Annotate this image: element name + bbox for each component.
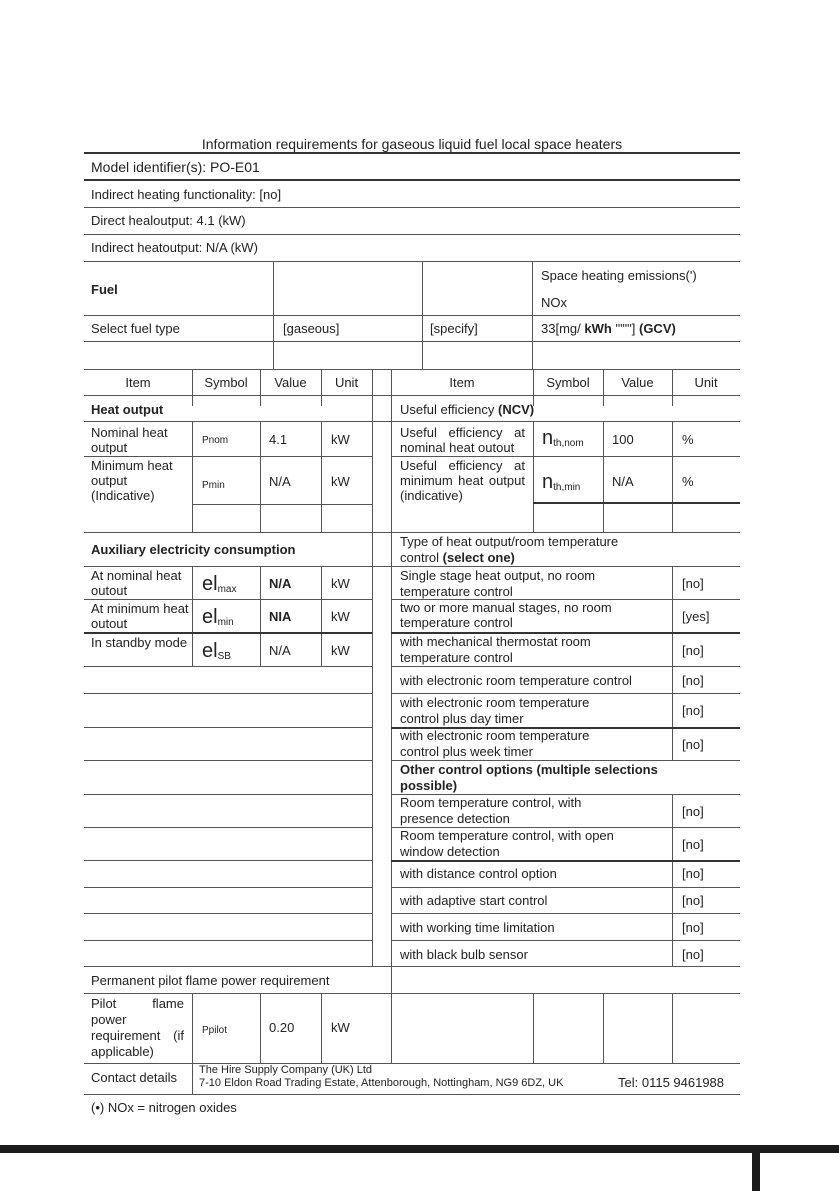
indirect-heating-functionality: Indirect heating functionality: [no]	[91, 187, 282, 202]
elmax-unit: kW	[331, 576, 350, 591]
indirect-heat-output: Indirect heatoutput: N/A (kW)	[91, 240, 258, 255]
nominal-unit: kW	[331, 432, 350, 447]
company-phone: Tel: 0115 9461988	[618, 1075, 725, 1090]
rule	[84, 1063, 740, 1064]
minimum-value: N/A	[269, 474, 291, 489]
document-title: Information requirements for gaseous liquid fuel local space heaters	[201, 136, 623, 152]
rule	[84, 940, 372, 941]
grid-line	[192, 421, 193, 532]
control-1-value: [no]	[682, 576, 704, 591]
at-minimum-label: At minimum heat outout	[91, 601, 189, 631]
rule	[391, 666, 740, 667]
rule	[84, 860, 372, 861]
select-fuel-label: Select fuel type	[91, 321, 180, 336]
elmin-value: NIA	[269, 609, 292, 624]
rule	[533, 502, 740, 504]
rule	[84, 315, 740, 316]
eff-nominal-value: 100	[612, 432, 634, 447]
rule	[391, 887, 740, 888]
rule	[84, 1094, 740, 1095]
rule	[84, 261, 740, 262]
grid-line	[260, 993, 261, 1063]
header-symbol-left: Symbol	[204, 375, 248, 390]
rule	[84, 666, 372, 667]
footer-bar	[0, 1145, 839, 1153]
nominal-value: 4.1	[269, 432, 288, 447]
rule	[84, 827, 372, 828]
grid-line	[391, 369, 392, 1063]
fuel-type-value: [gaseous]	[283, 321, 340, 336]
nox-value: 33[mg/ kWh '"""] (GCV)	[541, 321, 676, 336]
pilot-flame-label: Pilot flame power requirement (if applicable)	[91, 996, 184, 1059]
model-identifier: Model identifier(s): PO-E01	[91, 159, 260, 175]
option-5-line1: with working time limitation	[400, 920, 555, 935]
grid-line	[192, 1063, 193, 1094]
pilot-value: 0.20	[269, 1020, 295, 1035]
pnom-symbol: Pnom	[202, 435, 229, 446]
rule	[84, 395, 740, 396]
grid-line	[533, 421, 534, 532]
pmin-symbol: Pmin	[202, 480, 225, 491]
control-6-line2: control plus week timer	[400, 744, 533, 759]
rule	[84, 966, 740, 967]
control-2-value: [yes]	[682, 609, 710, 624]
option-2-value: [no]	[682, 837, 704, 852]
rule	[391, 760, 740, 761]
eta-nom-symbol: $n_{th,nom}$	[542, 427, 584, 449]
other-options-line2: possible)	[400, 778, 458, 793]
rule	[84, 456, 372, 457]
rule	[84, 693, 372, 694]
contact-label: Contact details	[91, 1070, 177, 1085]
eff-minimum-value: N/A	[612, 474, 634, 489]
direct-heat-output: Direct healoutput: 4.1 (kW)	[91, 213, 246, 228]
control-3-line2: temperature control	[400, 650, 513, 665]
grid-line	[672, 993, 673, 1063]
rule	[84, 152, 740, 154]
company-name: The Hire Supply Company (UK) Ltd	[199, 1064, 373, 1076]
type-heading-line1: Type of heat output/room temperature	[400, 534, 619, 549]
elsb-symbol: $el_{SB}$	[202, 640, 231, 662]
option-2-line2: window detection	[400, 844, 500, 859]
control-4-line1: with electronic room temperature control	[400, 673, 632, 688]
footer-bar-tick	[752, 1145, 760, 1191]
rule	[192, 504, 372, 505]
elmin-unit: kW	[331, 609, 350, 624]
grid-line	[192, 993, 193, 1063]
heat-output-heading: Heat output	[91, 402, 164, 417]
rule	[84, 913, 372, 914]
control-6-line1: with electronic room temperature	[400, 728, 590, 743]
grid-line	[603, 993, 604, 1063]
control-2-line1: two or more manual stages, no room	[400, 600, 612, 615]
nominal-heat-output-label: Nominal heat output	[91, 425, 168, 455]
grid-line	[672, 421, 673, 532]
at-nominal-label: At nominal heat outout	[91, 568, 182, 598]
grid-line	[603, 421, 604, 532]
option-1-value: [no]	[682, 804, 704, 819]
grid-line	[260, 566, 261, 666]
control-2-line2: temperature control	[400, 615, 513, 630]
grid-line	[372, 369, 373, 966]
rule	[391, 456, 740, 457]
fuel-label: Fuel	[91, 282, 118, 297]
option-5-value: [no]	[682, 920, 704, 935]
emissions-label: Space heating emissions(')	[541, 268, 697, 283]
rule	[84, 566, 740, 567]
grid-line	[672, 566, 673, 760]
minimum-unit: kW	[331, 474, 350, 489]
option-1-line1: Room temperature control, with	[400, 795, 582, 810]
option-6-line1: with black bulb sensor	[400, 947, 528, 962]
nox-label: NOx	[541, 295, 567, 310]
rule	[84, 993, 740, 994]
header-item-right: Item	[449, 375, 475, 390]
elmax-value: N/A	[269, 576, 292, 591]
eff-minimum-unit: %	[682, 474, 694, 489]
control-3-value: [no]	[682, 643, 704, 658]
grid-line	[321, 566, 322, 666]
control-5-value: [no]	[682, 703, 704, 718]
rule	[84, 887, 372, 888]
rule	[84, 234, 740, 235]
rule	[84, 727, 372, 728]
option-6-value: [no]	[682, 947, 704, 962]
eff-nominal-label: Useful efficiency at nominal heat outout	[400, 425, 525, 455]
option-4-line1: with adaptive start control	[400, 893, 548, 908]
elmin-symbol: $el_{min}$	[202, 606, 234, 628]
rule	[84, 179, 740, 181]
footnote: (•) NOx = nitrogen oxides	[91, 1100, 237, 1115]
minimum-heat-output-label: Minimum heat output (Indicative)	[91, 458, 173, 503]
option-3-value: [no]	[682, 866, 704, 881]
option-2-line1: Room temperature control, with open	[400, 828, 614, 843]
rule	[84, 207, 740, 208]
eta-min-symbol: $n_{th,min}$	[542, 471, 581, 493]
header-unit-left: Unit	[334, 375, 359, 390]
pilot-unit: kW	[331, 1020, 350, 1035]
rule	[84, 760, 372, 761]
header-symbol-right: Symbol	[546, 375, 590, 390]
aux-electricity-heading: Auxiliary electricity consumption	[91, 542, 296, 557]
rule	[391, 913, 740, 914]
control-4-value: [no]	[682, 673, 704, 688]
header-unit-right: Unit	[694, 375, 718, 390]
option-1-line2: presence detection	[400, 811, 510, 826]
rule	[391, 860, 740, 862]
elsb-unit: kW	[331, 643, 350, 658]
header-value-left: Value	[274, 375, 307, 390]
rule	[84, 369, 740, 370]
rule	[84, 632, 372, 634]
rule	[391, 693, 740, 694]
pilot-flame-title: Permanent pilot flame power requirement	[91, 973, 330, 988]
grid-line	[192, 566, 193, 666]
control-3-line1: with mechanical thermostat room	[400, 634, 591, 649]
ppilot-symbol: Ppilot	[202, 1025, 228, 1036]
other-options-line1: Other control options (multiple selections	[400, 762, 658, 777]
control-1-line1: Single stage heat output, no room	[400, 568, 596, 583]
eff-minimum-label: Useful efficiency at minimum heat output (indicative)	[400, 458, 525, 503]
grid-line	[321, 421, 322, 532]
grid-line	[533, 993, 534, 1063]
header-item-left: Item	[125, 375, 151, 390]
grid-line	[260, 421, 261, 532]
rule	[84, 794, 372, 795]
control-1-line2: temperature control	[400, 584, 513, 599]
option-3-line1: with distance control option	[400, 866, 557, 881]
control-6-value: [no]	[682, 737, 704, 752]
header-value-right: Value	[621, 375, 654, 390]
control-5-line1: with electronic room temperature	[400, 695, 590, 710]
elmax-symbol: $el_{max}$	[202, 573, 237, 595]
rule	[391, 940, 740, 941]
eff-nominal-unit: %	[682, 432, 694, 447]
rule	[84, 599, 372, 600]
elsb-value: N/A	[269, 643, 291, 658]
grid-line	[321, 993, 322, 1063]
rule	[84, 532, 740, 533]
company-address: 7-10 Eldon Road Trading Estate, Attenborough, Nottingham, NG9 6DZ, UK	[199, 1077, 564, 1089]
rule	[84, 421, 740, 422]
rule	[84, 341, 740, 342]
standby-label: In standby mode	[91, 635, 188, 650]
control-5-line2: control plus day timer	[400, 711, 524, 726]
useful-efficiency-heading: Useful efficiency (NCV)	[400, 402, 535, 417]
option-4-value: [no]	[682, 893, 704, 908]
specify-value: [specify]	[430, 321, 478, 336]
type-heading-line2: control (select one)	[400, 550, 515, 565]
